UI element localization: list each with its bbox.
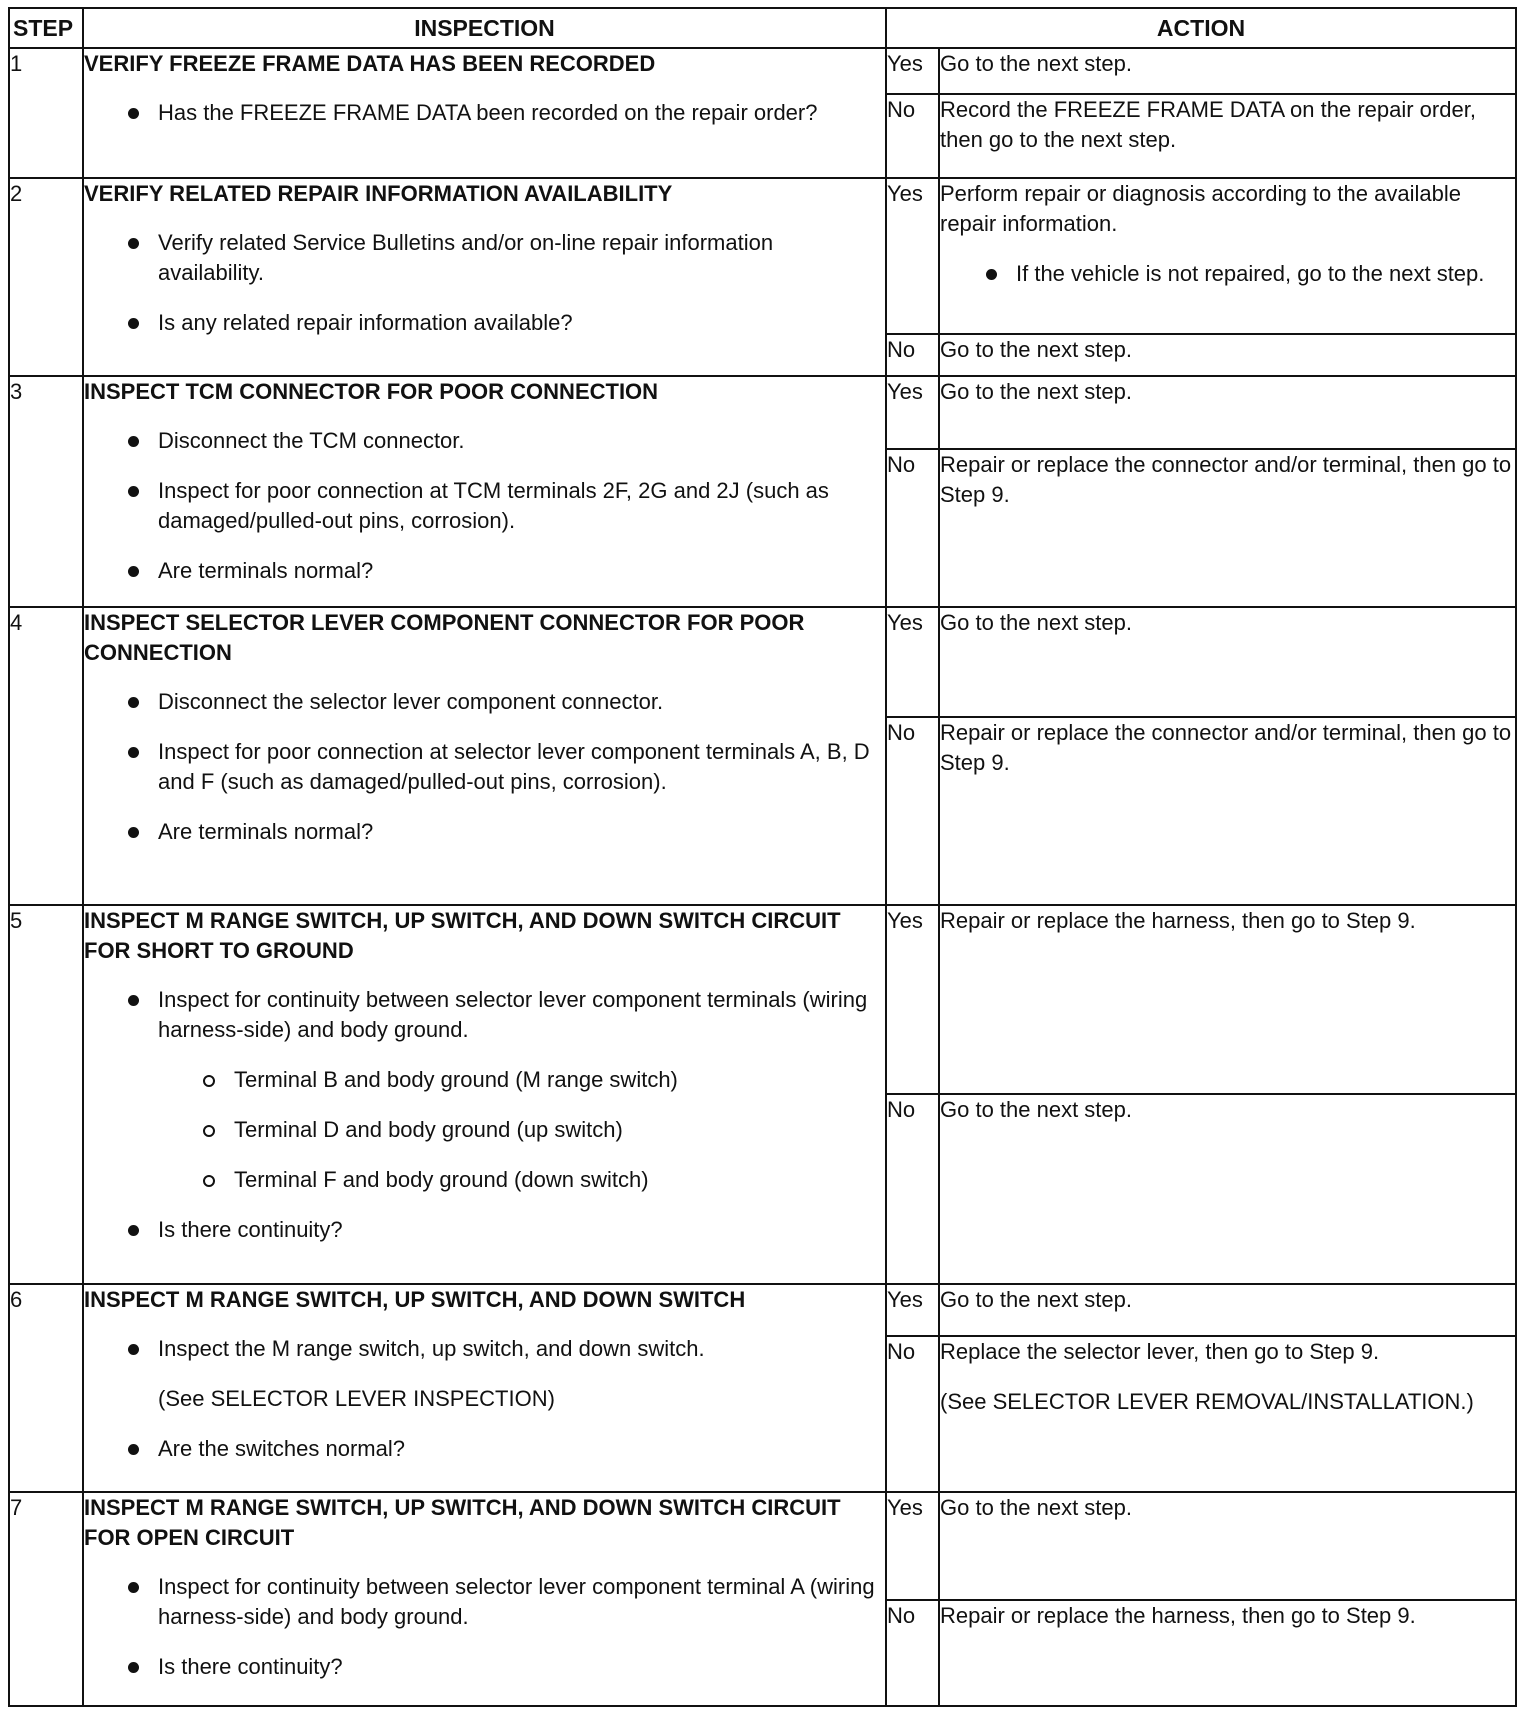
- inspection-bullet: Disconnect the selector lever component connector.: [84, 687, 885, 717]
- inspection-note: (See SELECTOR LEVER INSPECTION): [158, 1386, 555, 1411]
- step-1-yes-row: [9, 48, 1516, 94]
- inspection-sub-bullet: Terminal D and body ground (up switch): [84, 1115, 885, 1145]
- header-inspection: INSPECTION: [83, 8, 886, 48]
- inspection-cell: [83, 1284, 886, 1492]
- step-4-yes-row: [9, 607, 1516, 717]
- inspection-bullet: Is there continuity?: [84, 1215, 885, 1245]
- header-step: STEP: [9, 8, 83, 48]
- inspection-bullet: Inspect for continuity between selector lever component terminals (wiring harness-side) and body ground.: [84, 985, 885, 1045]
- inspection-cell: [83, 48, 886, 178]
- inspection-cell: [83, 178, 886, 376]
- inspection-bullet: Are terminals normal?: [84, 817, 885, 847]
- no-label: No: [886, 1336, 939, 1492]
- inspection-bullet: Is there continuity?: [84, 1652, 885, 1682]
- no-action: Repair or replace the connector and/or terminal, then go to Step 9.: [939, 449, 1516, 607]
- step-number: 7: [9, 1492, 83, 1706]
- yes-action: Go to the next step.: [939, 48, 1516, 94]
- step-number: 4: [9, 607, 83, 905]
- yes-action: Go to the next step.: [939, 607, 1516, 717]
- action-note: (See SELECTOR LEVER REMOVAL/INSTALLATION.): [940, 1389, 1474, 1414]
- yes-label: Yes: [886, 1284, 939, 1336]
- yes-label: Yes: [886, 905, 939, 1094]
- step-number: 6: [9, 1284, 83, 1492]
- step-2-yes-row: [9, 178, 1516, 334]
- step-number: 1: [9, 48, 83, 178]
- yes-label: Yes: [886, 48, 939, 94]
- step-6-yes-row: [9, 1284, 1516, 1336]
- yes-label: Yes: [886, 607, 939, 717]
- no-action: Record the FREEZE FRAME DATA on the repair order, then go to the next step.: [939, 94, 1516, 178]
- action-bullet: If the vehicle is not repaired, go to the next step.: [940, 259, 1515, 289]
- step-5-yes-row: [9, 905, 1516, 1094]
- inspection-bullet: Inspect for poor connection at selector lever component terminals A, B, D and F (such as damaged/pulled-out pins, corrosion).: [84, 737, 885, 797]
- yes-action: Perform repair or diagnosis according to the available repair information.: [940, 181, 1461, 236]
- header-row: [9, 8, 1516, 48]
- inspection-sub-bullet: Terminal F and body ground (down switch): [84, 1165, 885, 1195]
- inspection-bullet: Inspect for poor connection at TCM terminals 2F, 2G and 2J (such as damaged/pulled-out pins, corrosion).: [84, 476, 885, 536]
- no-label: No: [886, 1094, 939, 1284]
- inspection-cell: [83, 376, 886, 607]
- inspection-bullet: Are terminals normal?: [84, 556, 885, 586]
- yes-action: Repair or replace the harness, then go to Step 9.: [939, 905, 1516, 1094]
- inspection-title: INSPECT TCM CONNECTOR FOR POOR CONNECTION: [84, 379, 659, 404]
- no-label: No: [886, 334, 939, 376]
- no-action: Go to the next step.: [939, 1094, 1516, 1284]
- no-label: No: [886, 94, 939, 178]
- no-action-cell: [939, 1336, 1516, 1492]
- inspection-bullet: Disconnect the TCM connector.: [84, 426, 885, 456]
- inspection-cell: [83, 607, 886, 905]
- step-number: 3: [9, 376, 83, 607]
- yes-action-cell: [939, 178, 1516, 334]
- diagnostic-table: [8, 7, 1517, 1707]
- inspection-title: VERIFY FREEZE FRAME DATA HAS BEEN RECORDED: [84, 51, 656, 76]
- inspection-sub-bullet: Terminal B and body ground (M range switch): [84, 1065, 885, 1095]
- step-number: 5: [9, 905, 83, 1284]
- no-label: No: [886, 717, 939, 905]
- inspection-bullet: Are the switches normal?: [84, 1434, 885, 1464]
- yes-label: Yes: [886, 178, 939, 334]
- yes-label: Yes: [886, 1492, 939, 1600]
- no-label: No: [886, 449, 939, 607]
- inspection-title: INSPECT M RANGE SWITCH, UP SWITCH, AND DOWN SWITCH: [84, 1287, 746, 1312]
- step-3-yes-row: [9, 376, 1516, 449]
- inspection-bullet: Has the FREEZE FRAME DATA been recorded on the repair order?: [84, 98, 885, 128]
- inspection-bullet: Verify related Service Bulletins and/or on-line repair information availability.: [84, 228, 885, 288]
- inspection-title: INSPECT M RANGE SWITCH, UP SWITCH, AND DOWN SWITCH CIRCUIT FOR OPEN CIRCUIT: [84, 1495, 841, 1550]
- inspection-title: INSPECT SELECTOR LEVER COMPONENT CONNECTOR FOR POOR CONNECTION: [84, 610, 805, 665]
- no-action: Go to the next step.: [939, 334, 1516, 376]
- header-action: ACTION: [886, 8, 1516, 48]
- no-action: Repair or replace the connector and/or terminal, then go to Step 9.: [939, 717, 1516, 905]
- yes-action: Go to the next step.: [939, 376, 1516, 449]
- yes-action: Go to the next step.: [939, 1492, 1516, 1600]
- inspection-bullet: Inspect the M range switch, up switch, and down switch.: [84, 1334, 885, 1364]
- no-action: Repair or replace the harness, then go to Step 9.: [939, 1600, 1516, 1706]
- inspection-title: VERIFY RELATED REPAIR INFORMATION AVAILABILITY: [84, 181, 673, 206]
- inspection-title: INSPECT M RANGE SWITCH, UP SWITCH, AND DOWN SWITCH CIRCUIT FOR SHORT TO GROUND: [84, 908, 841, 963]
- yes-label: Yes: [886, 376, 939, 449]
- no-label: No: [886, 1600, 939, 1706]
- yes-action: Go to the next step.: [939, 1284, 1516, 1336]
- no-action: Replace the selector lever, then go to Step 9.: [940, 1339, 1380, 1364]
- step-number: 2: [9, 178, 83, 376]
- inspection-bullet: Is any related repair information available?: [84, 308, 885, 338]
- inspection-bullet: Inspect for continuity between selector lever component terminal A (wiring harness-side) and body ground.: [84, 1572, 885, 1632]
- inspection-cell: [83, 905, 886, 1284]
- step-7-yes-row: [9, 1492, 1516, 1600]
- inspection-cell: [83, 1492, 886, 1706]
